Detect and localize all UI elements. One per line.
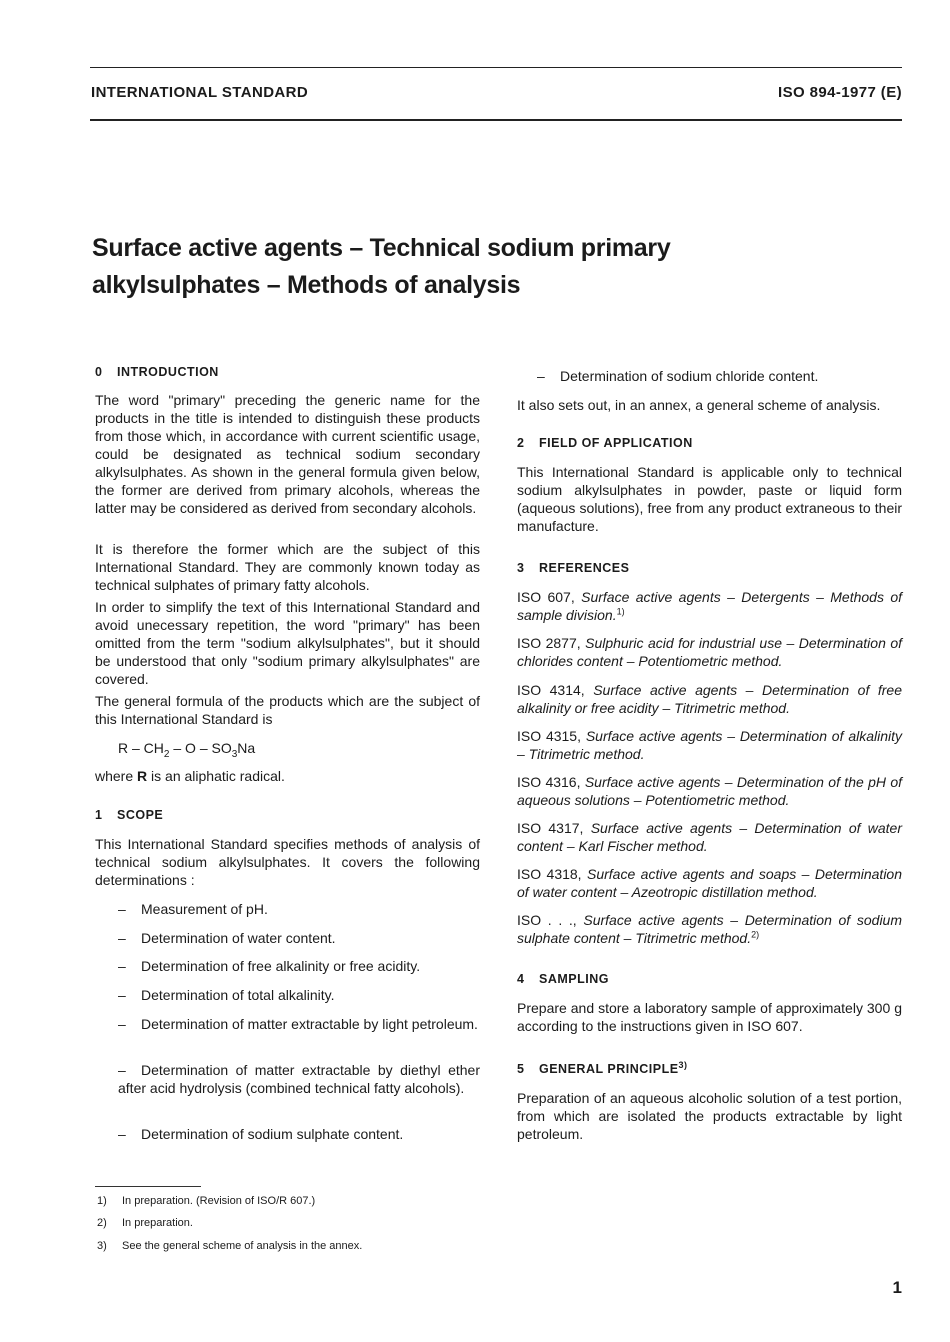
section-heading-sampling (517, 970, 902, 988)
list-dash: – (118, 1016, 126, 1032)
reference-item (517, 588, 902, 624)
introduction-paragraph: The word "primary" preceding the generic name for the products in the title is intended to distinguish these products from those which, in accordance with current scientific usage, could be designated as technical sodium secondary alkylsulphates. As shown in the general formula given below, the former are derived from primary alcohols, whereas the latter may be considered as derived from secondary alcohols. (95, 392, 480, 516)
reference-title: Sulphuric acid for industrial use – Determination of chlorides content – Potentiometric method. (517, 635, 903, 669)
page-number: 1 (892, 1278, 902, 1297)
footnote-text: See the general scheme of analysis in the annex. (122, 1240, 363, 1252)
reference-title: Surface active agents and soaps – Determination of water content – Azeotropic distillation method. (517, 866, 902, 900)
section-title: REFERENCES (539, 561, 630, 575)
footnote-marker: 3) (678, 1059, 688, 1070)
list-item (118, 1015, 480, 1033)
reference-item (517, 819, 902, 855)
reference-code: ISO 4318, (517, 866, 582, 882)
footnote (97, 1194, 315, 1208)
section-title: FIELD OF APPLICATION (539, 436, 693, 450)
list-item (118, 986, 480, 1004)
list-item-text: Measurement of pH. (141, 901, 268, 917)
list-item (118, 929, 480, 947)
list-dash: – (118, 901, 126, 917)
list-item (537, 367, 902, 385)
section-number: 5 (517, 1062, 525, 1076)
introduction-paragraph: It is therefore the former which are the subject of this International Standard. They are commonly known today as technical sulphates of primary fatty alcohols. (95, 541, 480, 593)
sampling-paragraph: Prepare and store a laboratory sample of approximately 300 g according to the instructions given in ISO 607. (517, 1000, 902, 1034)
reference-code: ISO 607, (517, 589, 575, 605)
list-item-text: Determination of matter extractable by light petroleum. (141, 1016, 478, 1032)
list-dash: – (537, 368, 545, 384)
reference-code: ISO 4316, (517, 774, 581, 790)
list-item-text: Determination of sodium sulphate content. (141, 1126, 404, 1142)
footnote-text: In preparation. (Revision of ISO/R 607.) (122, 1195, 316, 1207)
list-item (118, 1125, 480, 1143)
section-number: 2 (517, 436, 525, 450)
reference-code: ISO . . ., (517, 912, 577, 928)
list-item (118, 900, 480, 918)
footnote-mark: 1) (97, 1195, 107, 1207)
reference-code: ISO 4317, (517, 820, 584, 836)
standard-number: ISO 894-1977 (E) (778, 84, 902, 101)
title-line-2: alkylsulphates – Methods of analysis (92, 271, 521, 299)
section-number: 0 (95, 365, 103, 379)
formula-subscript: 2 (163, 748, 170, 760)
header-rule-top (90, 67, 902, 68)
footnote-marker: 1) (616, 606, 625, 617)
section-heading-introduction (95, 363, 480, 381)
footnote-separator (95, 1186, 201, 1187)
general-principle-paragraph: Preparation of an aqueous alcoholic solution of a test portion, from which are isolated the products extractable by light petroleum. (517, 1090, 902, 1142)
field-of-application-paragraph: This International Standard is applicable only to technical sodium alkylsulphates in powder, paste or liquid form (aqueous solutions), free from any product extraneous to their manufacture. (517, 464, 902, 534)
definition-text: is an aliphatic radical. (147, 768, 285, 784)
reference-item (517, 634, 902, 670)
list-item-text: Determination of total alkalinity. (141, 987, 335, 1003)
reference-item (517, 727, 902, 763)
list-item-text: Determination of free alkalinity or free acidity. (141, 958, 421, 974)
reference-code: ISO 4315, (517, 728, 581, 744)
reference-item (517, 681, 902, 717)
section-title: SCOPE (117, 808, 164, 822)
footnote (97, 1216, 193, 1230)
footnote-text: In preparation. (122, 1217, 193, 1229)
section-heading-scope (95, 806, 480, 824)
section-heading-field-of-application (517, 434, 902, 452)
reference-item (517, 865, 902, 901)
list-dash: – (118, 987, 126, 1003)
section-title: INTRODUCTION (117, 365, 219, 379)
scope-paragraph: This International Standard specifies methods of analysis of technical sodium alkylsulphates. It covers the following determinations : (95, 836, 480, 888)
section-title: SAMPLING (539, 972, 609, 986)
reference-title: Surface active agents – Determination of the pH of aqueous solutions – Potentiometric method. (517, 774, 903, 808)
section-heading-general-principle (517, 1060, 902, 1078)
list-dash: – (118, 930, 126, 946)
introduction-paragraph: In order to simplify the text of this International Standard and avoid unecessary repetition, the word "primary" has been omitted from the term "sodium alkylsulphates", but it should be understood that only "sodium primary alkylsulphates" are covered. (95, 599, 480, 687)
section-title: GENERAL PRINCIPLE (539, 1062, 679, 1076)
footnote (97, 1239, 362, 1253)
reference-title: Surface active agents – Determination of alkalinity – Titrimetric method. (517, 728, 903, 762)
reference-code: ISO 2877, (517, 635, 581, 651)
section-number: 3 (517, 561, 525, 575)
list-item (118, 957, 480, 975)
formula-subscript: 3 (231, 748, 238, 760)
list-dash: – (118, 1126, 126, 1142)
reference-title: Surface active agents – Determination of sodium sulphate content – Titrimetric method. (517, 912, 902, 946)
reference-item (517, 773, 902, 809)
formula-part: Na (237, 740, 256, 756)
section-number: 1 (95, 808, 103, 822)
definition-text: where (95, 768, 138, 784)
general-formula (118, 739, 480, 760)
scope-annex-note: It also sets out, in an annex, a general scheme of analysis. (517, 397, 881, 413)
reference-title: Surface active agents – Detergents – Methods of sample division. (517, 589, 903, 623)
section-number: 4 (517, 972, 525, 986)
list-item-text: Determination of water content. (141, 930, 336, 946)
introduction-paragraph: The general formula of the products which are the subject of this International Standard is (95, 693, 480, 727)
reference-title: Surface active agents – Determination of water content – Karl Fischer method. (517, 820, 903, 854)
page-title (92, 230, 670, 304)
document-type-label: INTERNATIONAL STANDARD (91, 84, 309, 101)
formula-part: R – CH (118, 740, 164, 756)
footnote-mark: 2) (97, 1217, 107, 1229)
list-dash: – (118, 1062, 126, 1078)
reference-title: Surface active agents – Determination of free alkalinity or free acidity – Titrimetric method. (517, 682, 902, 716)
list-item-text: Determination of sodium chloride content. (560, 368, 819, 384)
title-line-1: Surface active agents – Technical sodium primary (92, 234, 671, 262)
footnote-marker: 2) (751, 929, 760, 940)
footnote-mark: 3) (97, 1240, 107, 1252)
list-dash: – (118, 958, 126, 974)
header-rule-bottom (90, 119, 902, 121)
reference-item (517, 911, 902, 947)
formula-definition (95, 767, 480, 785)
list-item-text: Determination of matter extractable by diethyl ether after acid hydrolysis (combined technical fatty alcohols). (118, 1062, 480, 1096)
formula-part: – O – SO (169, 740, 232, 756)
reference-code: ISO 4314, (517, 682, 585, 698)
definition-variable: R (137, 768, 148, 784)
section-heading-references (517, 559, 902, 577)
list-item (118, 1061, 480, 1097)
